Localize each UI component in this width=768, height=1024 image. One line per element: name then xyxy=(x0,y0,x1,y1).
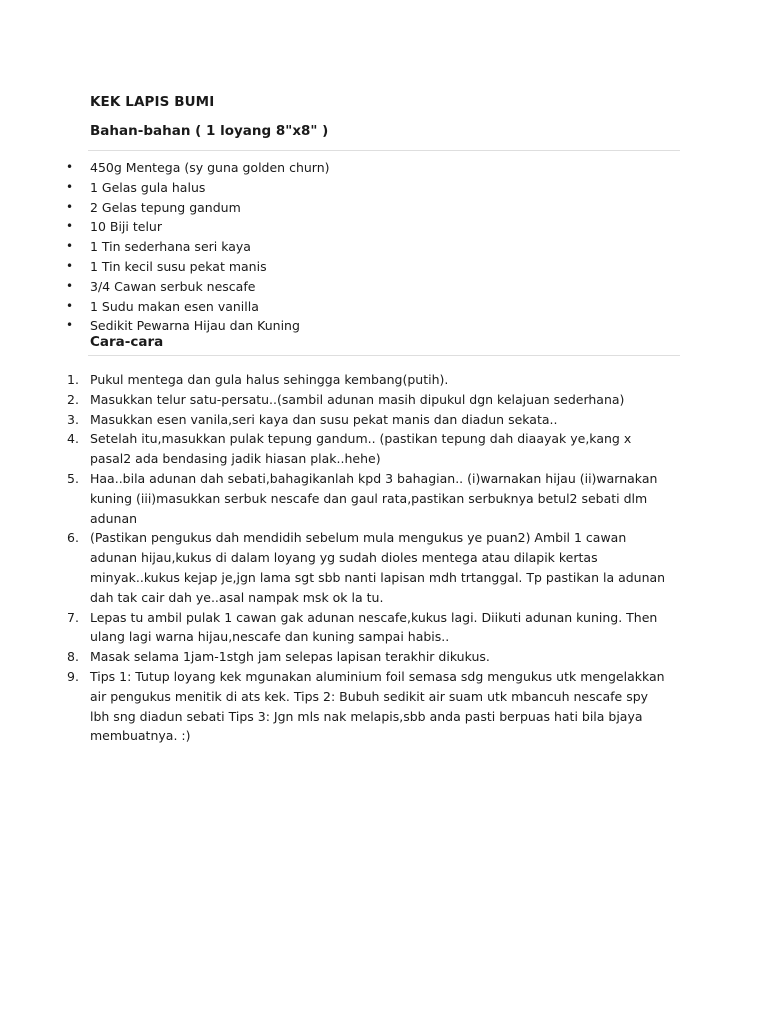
step-number: 8. xyxy=(67,649,79,665)
bullet-icon: • xyxy=(66,258,74,273)
list-item xyxy=(0,198,330,218)
bullet-icon: • xyxy=(66,239,74,254)
list-item xyxy=(0,370,690,390)
step-number: 2. xyxy=(67,391,79,407)
list-item xyxy=(0,647,690,667)
step-text-line: air pengukus menitik di ats kek. Tips 2: Bubuh sedikit air suam utk mbancuh nescafe spy xyxy=(90,688,649,704)
list-item xyxy=(0,257,330,277)
list-item xyxy=(0,410,690,430)
ingredient-text: 450g Mentega (sy guna golden churn) xyxy=(90,160,330,175)
step-text-line: Lepas tu ambil pulak 1 cawan gak adunan nescafe,kukus lagi. Diikuti adunan kuning. Then xyxy=(90,609,658,625)
list-item xyxy=(0,316,330,336)
step-number: 4. xyxy=(67,431,79,447)
ingredient-text: 1 Gelas gula halus xyxy=(90,179,206,195)
list-item xyxy=(0,297,330,317)
list-item xyxy=(0,469,690,528)
ingredient-text: 1 Sudu makan esen vanilla xyxy=(90,298,259,314)
list-item xyxy=(0,217,330,237)
step-text-line: (Pastikan pengukus dah mendidih sebelum mula mengukus ye puan2) Ambil 1 cawan xyxy=(90,530,627,546)
list-item xyxy=(0,528,690,607)
bullet-icon: • xyxy=(66,219,74,234)
ingredient-text: 2 Gelas tepung gandum xyxy=(90,199,241,215)
method-heading: Cara-cara xyxy=(90,334,164,350)
step-number: 5. xyxy=(67,470,79,486)
step-text-line: Haa..bila adunan dah sebati,bahagikanlah kpd 3 bahagian.. (i)warnakan hijau (ii)warnakan xyxy=(90,470,658,486)
step-text-line: Pukul mentega dan gula halus sehingga kembang(putih). xyxy=(90,372,449,387)
step-text-line: kuning (iii)masukkan serbuk nescafe dan gaul rata,pastikan serbuknya betul2 sebati dlm xyxy=(90,490,648,506)
step-text-line: membuatnya. :) xyxy=(90,728,191,744)
ingredient-text: 10 Biji telur xyxy=(90,219,162,235)
step-text-line: pasal2 ada bendasing jadik hiasan plak..hehe) xyxy=(90,451,381,467)
list-item xyxy=(0,237,330,257)
bullet-icon: • xyxy=(66,278,74,293)
ingredients-heading: Bahan-bahan ( 1 loyang 8"x8" ) xyxy=(90,123,329,139)
ingredient-text: 1 Tin sederhana seri kaya xyxy=(90,239,251,255)
method-steps-list xyxy=(0,370,690,746)
step-text-line: adunan hijau,kukus di dalam loyang yg sudah dioles mentega atau dilapik kertas xyxy=(90,550,598,566)
step-text-line: dah tak cair dah ye..asal nampak msk ok la tu. xyxy=(90,589,384,605)
divider xyxy=(88,355,680,356)
list-item xyxy=(0,277,330,297)
list-item xyxy=(0,667,690,746)
bullet-icon: • xyxy=(66,179,74,194)
ingredients-list xyxy=(0,158,330,336)
step-text-line: lbh sng diadun sebati Tips 3: Jgn mls nak melapis,sbb anda pasti berpuas hati bila bjaya xyxy=(90,708,643,724)
list-item xyxy=(0,608,690,648)
divider xyxy=(88,150,680,151)
ingredient-text: 3/4 Cawan serbuk nescafe xyxy=(90,278,256,294)
step-text-line: Setelah itu,masukkan pulak tepung gandum.. (pastikan tepung dah diaayak ye,kang x xyxy=(90,431,632,447)
step-text-line: minyak..kukus kejap je,jgn lama sgt sbb nanti lapisan mdh trtanggal. Tp pastikan la adunan xyxy=(90,569,666,585)
step-text-line: Masak selama 1jam-1stgh jam selepas lapisan terakhir dikukus. xyxy=(90,649,490,665)
bullet-icon: • xyxy=(66,298,74,313)
ingredient-text: Sedikit Pewarna Hijau dan Kuning xyxy=(90,318,300,334)
step-text-line: Masukkan esen vanila,seri kaya dan susu pekat manis dan diadun sekata.. xyxy=(90,411,558,427)
step-number: 6. xyxy=(67,530,79,546)
recipe-title: KEK LAPIS BUMI xyxy=(90,94,215,110)
list-item xyxy=(0,390,690,410)
step-text-line: adunan xyxy=(90,510,138,526)
step-number: 3. xyxy=(67,411,79,427)
ingredient-text: 1 Tin kecil susu pekat manis xyxy=(90,258,267,274)
list-item xyxy=(0,429,690,469)
step-number: 1. xyxy=(67,372,79,387)
list-item xyxy=(0,158,330,178)
step-text-line: ulang lagi warna hijau,nescafe dan kuning sampai habis.. xyxy=(90,629,450,645)
step-text-line: Masukkan telur satu-persatu..(sambil adunan masih dipukul dgn kelajuan sederhana) xyxy=(90,391,625,407)
step-number: 7. xyxy=(67,609,79,625)
list-item xyxy=(0,178,330,198)
bullet-icon: • xyxy=(66,160,74,174)
step-text-line: Tips 1: Tutup loyang kek mgunakan aluminium foil semasa sdg mengukus utk mengelakkan xyxy=(90,668,665,684)
step-number: 9. xyxy=(67,668,79,684)
bullet-icon: • xyxy=(66,199,74,214)
bullet-icon: • xyxy=(66,318,74,333)
